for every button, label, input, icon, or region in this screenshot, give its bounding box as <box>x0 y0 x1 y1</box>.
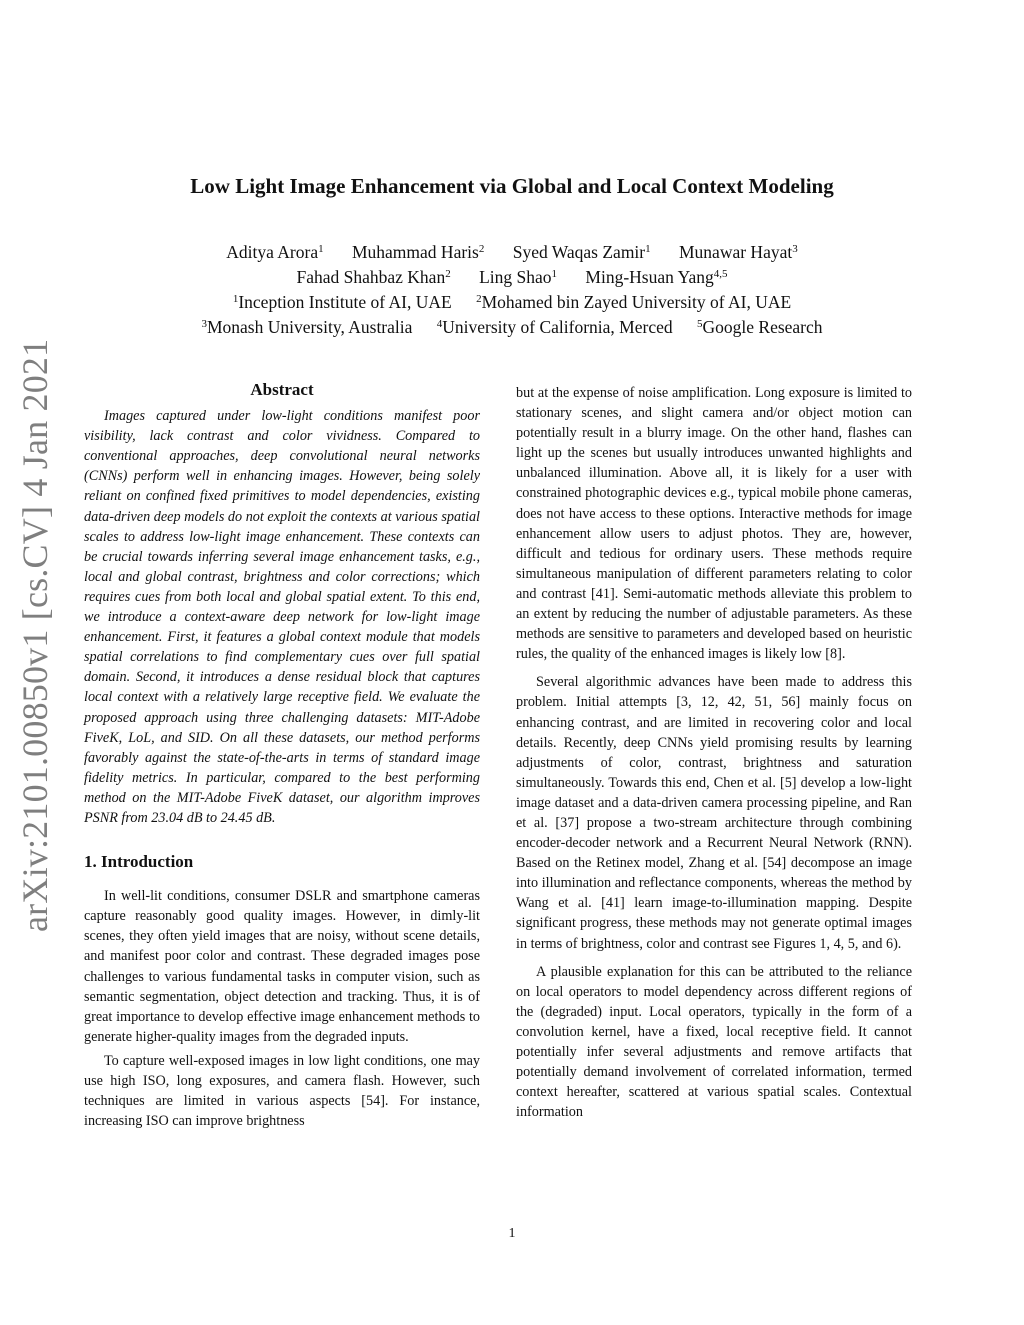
intro-paragraph-5: A plausible explanation for this can be attributed to the reliance on local operators to model dependency across different regions of the (degraded) input. Local operators, typically in the form of a convolution kernel, have a fixed, local receptive field. It cannot potentially infer several adjustments and remove artifacts that potentially demand involvement of correlated information, termed context hereafter, scattered at various spatial scales. Contextual information <box>516 963 912 1121</box>
arxiv-stamp: arXiv:2101.00850v1 [cs.CV] 4 Jan 2021 <box>15 338 55 932</box>
intro-paragraph-4: Several algorithmic advances have been made to address this problem. Initial attempts [3, 12, 42, 51, 56] mainly focus on enhancing contrast, and are limited in recovering color and local details. Recently, deep CNNs yield promising results by learning adjustments of color, contrast, brightness and saturation simultaneously. Towards this end, Chen et al. [5] develop a low-light image dataset and a data-driven camera processing pipeline, and Ran et al. [37] propose a two-stream architecture through combining encoder-decoder network and a Recurrent Neural Network (RNN). Based on the Retinex model, Zhang et al. [54] decompose an image into illumination and reflectance components, whereas the method by Wang et al. [41] learn image-to-illumination mapping. Despite significant progress, these methods may not generate optimal images in terms of brightness, color and contrast see Figures 1, 4, 5, and 6). <box>516 674 912 952</box>
right-column <box>516 383 912 1126</box>
affiliation: $^2$Mohamed bin Zayed University of AI, UAE <box>476 292 792 312</box>
section-heading-introduction: 1. Introduction <box>84 852 194 872</box>
left-column <box>84 380 480 1135</box>
author-row-1 <box>60 240 964 265</box>
affiliation: $^3$Monash University, Australia <box>201 317 413 337</box>
page-number: 1 <box>508 1226 516 1241</box>
affiliation-row-1 <box>60 290 964 315</box>
intro-paragraph-2: To capture well-exposed images in low light conditions, one may use high ISO, long exposures, and camera flash. However, such techniques are limited in various aspects [54]. For instance, increasing ISO can improve brightness <box>84 1052 480 1130</box>
author: Fahad Shahbaz Khan$^2$ <box>296 267 451 287</box>
affiliation: $^4$University of California, Merced <box>436 317 673 337</box>
intro-paragraph-3: but at the expense of noise amplification. Long exposure is limited to stationary scenes, and slight camera and/or object motion can potentially result in a blurry image. On the other hand, flashes can light up the scenes but usually introduces unwanted highlights and unbalanced illumination. Above all, it is likely for a user with constrained photographic devices e.g., typical mobile phone cameras, does not have access to these options. Interactive methods for image enhancement allow users to adjust photos. They are, however, difficult and tedious for ordinary users. These methods require simultaneous manipulation of different parameters relating to color and contrast [41]. Semi-automatic methods alleviate this problem to an extent by reducing the number of adjustable parameters. As these methods are sensitive to parameters and developed based on heuristic rules, the quality of the enhanced images is likely low [8]. <box>516 385 912 663</box>
intro-paragraph-1: In well-lit conditions, consumer DSLR and smartphone cameras capture reasonably good quality images. However, in dimly-lit scenes, they often yield images that are noisy, without scene details, and manifest poor color and contrast. These degraded images pose challenges to various fundamental tasks in computer vision, such as semantic segmentation, object detection and tracking. Thus, it is of great importance to develop effective image enhancement methods to generate higher-quality images from the degraded inputs. <box>84 888 480 1045</box>
affiliation: $^5$Google Research <box>697 317 823 337</box>
author: Muhammad Haris$^2$ <box>351 242 485 262</box>
abstract-text: Images captured under low-light conditions manifest poor visibility, lack contrast and color vividness. Compared to conventional approaches, deep convolutional neural networks (CNNs) perform well in enhancing images. However, being solely reliant on confined fixed primitives to model dependencies, existing data-driven deep models do not exploit the contexts at various spatial scales to address low-light image enhancement. These contexts can be crucial towards inferring several image enhancement tasks, e.g., local and global contrast, brightness and color corrections; which requires cues from both local and global spatial extent. To this end, we introduce a context-aware deep network for low-light image enhancement. First, it features a global context module that models spatial correlations to find complementary cues over full spatial domain. Second, it introduces a dense residual block that captures local context with a relatively large receptive field. We evaluate the proposed approach using three challenging datasets: MIT-Adobe FiveK, LoL, and SID. On all these datasets, our method performs favorably against the state-of-the-arts in terms of standard image fidelity metrics. In particular, compared to the best performing method on the MIT-Adobe FiveK dataset, our algorithm improves PSNR from 23.04 dB to 24.45 dB. <box>84 408 480 826</box>
paper-title: Low Light Image Enhancement via Global and Local Context Modeling <box>190 174 834 198</box>
author-block <box>60 240 964 340</box>
author: Ming-Hsuan Yang$^{4,5}$ <box>585 267 728 287</box>
author: Ling Shao$^1$ <box>479 267 558 287</box>
abstract-heading: Abstract <box>250 380 314 399</box>
author: Aditya Arora$^1$ <box>226 242 324 262</box>
author-row-2 <box>60 265 964 290</box>
author: Syed Waqas Zamir$^1$ <box>512 242 651 262</box>
affiliation-row-2 <box>60 315 964 340</box>
affiliation: $^1$Inception Institute of AI, UAE <box>232 292 452 312</box>
author: Munawar Hayat$^3$ <box>679 242 798 262</box>
